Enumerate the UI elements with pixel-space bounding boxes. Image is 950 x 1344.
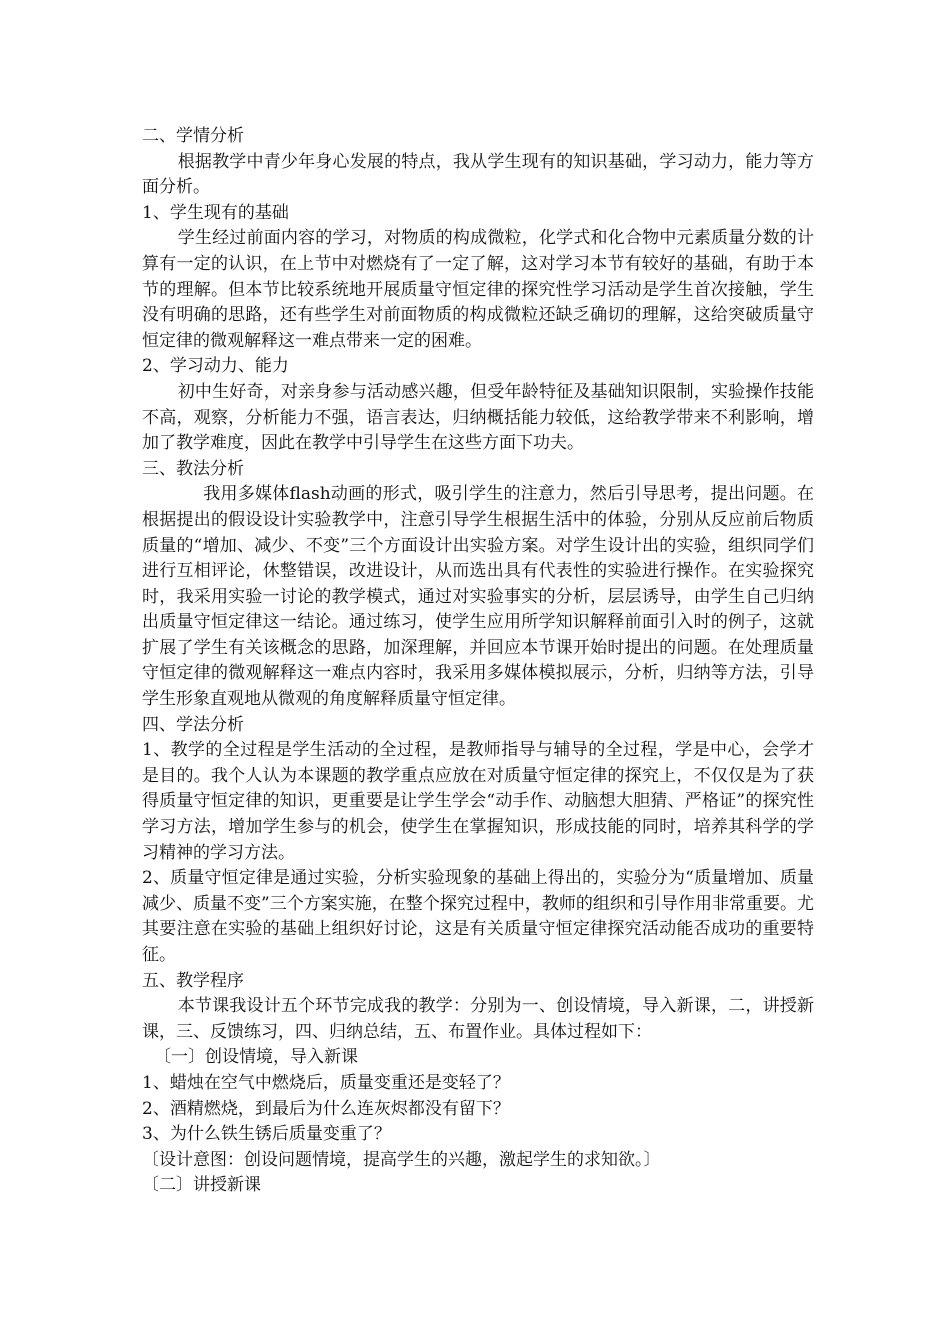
question-item-2: 2、酒精燃烧，到最后为什么连灰烬都没有留下？ bbox=[142, 1098, 510, 1119]
paragraph-motivation-ability: 初中生好奇，对亲身参与活动感兴趣，但受年龄特征及基础知识限制，实验操作技能不高，观察，分析能力不强，语言表达，归纳概括能力较低，这给教学带来不利影响，增加了教学难度，因此在教学中引导学生在这些方面下功夫。 bbox=[142, 381, 814, 454]
paragraph-learning-method-1: 1、教学的全过程是学生活动的全过程，是教师指导与辅导的全过程，学是中心，会学才是目的。我个人认为本课题的教学重点应放在对质量守恒定律的探究上，不仅仅是为了获得质量守恒定律的知识，更重要是让学生学会“动手作、动脑想大胆猜、严格证”的探究性学习方法，增加学生参与的机会，使学生在掌握知识，形成技能的同时，培养其科学的学习精神的学习方法。 bbox=[142, 740, 814, 863]
design-intent-note: 〔设计意图：创设问题情境，提高学生的兴趣，激起学生的求知欲。〕 bbox=[142, 1149, 661, 1170]
section-heading-teaching-method: 三、教法分析 bbox=[142, 458, 244, 479]
section-heading-teaching-procedure: 五、教学程序 bbox=[142, 970, 244, 991]
paragraph-teaching-method: 我用多媒体flash动画的形式，吸引学生的注意力，然后引导思考，提出问题。在根据提出的假设设计实验教学中，注意引导学生根据生活中的体验，分别从反应前后物质质量的“增加、减少、不变”三个方面设计出实验方案。对学生设计出的实验，组织同学们进行互相评论，休整错误，改进设计，从而选出具有代表性的实验进行操作。在实验探究时，我采用实验一讨论的教学模式，通过对实验事实的分析，层层诱导，由学生自己归纳出质量守恒定律这一结论。通过练习，使学生应用所学知识解释前面引入时的例子，这就扩展了学生有关该概念的思路，加深理解，并回应本节课开始时提出的问题。在处理质量守恒定律的微观解释这一难点内容时，我采用多媒体模拟展示，分析，归纳等方法，引导学生形象直观地从微观的角度解释质量守恒定律。 bbox=[142, 484, 814, 710]
paragraph-existing-foundation: 学生经过前面内容的学习，对物质的构成微粒，化学式和化合物中元素质量分数的计算有一定的认识，在上节中对燃烧有了一定了解，这对学习本节有较好的基础，有助于本节的理解。但本节比较系统地开展质量守恒定律的探究性学习活动是学生首次接触，学生没有明确的思路，还有些学生对前面物质的构成微粒还缺乏确切的理解，这给突破质量守恒定律的微观解释这一难点带来一定的困难。 bbox=[142, 228, 814, 351]
question-item-1: 1、蜡烛在空气中燃烧后，质量变重还是变轻了？ bbox=[142, 1072, 510, 1093]
subheading-new-lesson: 〔二〕讲授新课 bbox=[142, 1175, 261, 1196]
section-heading-learning-method: 四、学法分析 bbox=[142, 714, 244, 735]
subheading-motivation-ability: 2、学习动力、能力 bbox=[142, 356, 289, 377]
paragraph-teaching-procedure: 本节课我设计五个环节完成我的教学：分别为一、创设情境，导入新课，二，讲授新课，三、反馈练习，四、归纳总结，五、布置作业。具体过程如下： bbox=[142, 996, 814, 1042]
paragraph-learning-method-2: 2、质量守恒定律是通过实验，分析实验现象的基础上得出的，实验分为“质量增加、质量减少、质量不变”三个方案实施，在整个探究过程中，教师的组织和引导作用非常重要。尤其要注意在实验的基础上组织好讨论，这是有关质量守恒定律探究活动能否成功的重要特征。 bbox=[142, 868, 814, 965]
subheading-create-scenario: 〔一〕创设情境，导入新课 bbox=[154, 1047, 358, 1068]
question-item-3: 3、为什么铁生锈后质量变重了？ bbox=[142, 1124, 391, 1145]
subheading-existing-foundation: 1、学生现有的基础 bbox=[142, 202, 289, 223]
section-heading-student-analysis: 二、学情分析 bbox=[142, 126, 244, 146]
paragraph-intro: 根据教学中青少年身心发展的特点，我从学生现有的知识基础，学习动力，能力等方面分析。 bbox=[142, 151, 814, 198]
document-page bbox=[142, 124, 814, 1199]
